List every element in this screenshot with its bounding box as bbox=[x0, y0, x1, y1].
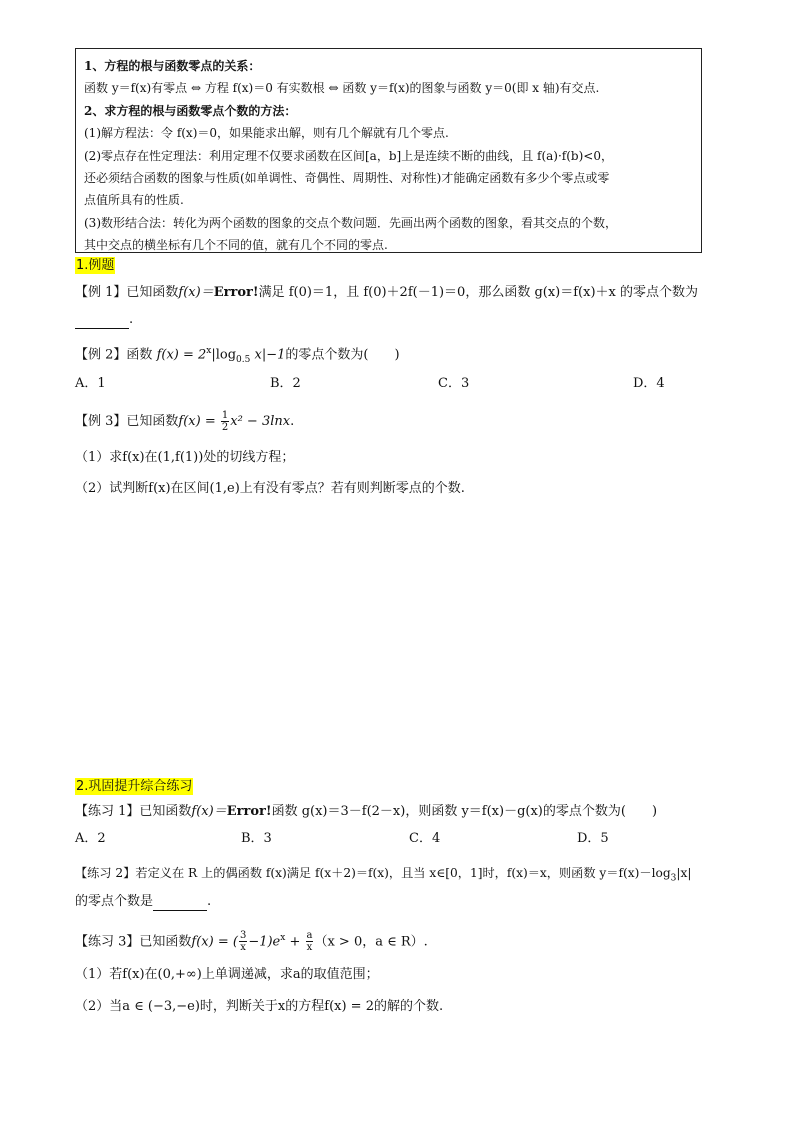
practice-3-question-1: （1）若f(x)在(0,+∞)上单调递减，求a的取值范围； bbox=[75, 967, 379, 982]
box-line-1: 函数 y＝f(x)有零点 ⇔ 方程 f(x)＝0 有实数根 ⇔ 函数 y＝f(x)的图象与函数 y＝0(即 x 轴)有交点. bbox=[84, 81, 600, 96]
practice-1-error: Error! bbox=[226, 804, 272, 819]
practice-3-sup: x bbox=[280, 933, 286, 943]
example-2-sub: 0.5 bbox=[236, 354, 251, 365]
box-line-5: 点值所具有的性质. bbox=[84, 193, 184, 208]
example-2 bbox=[75, 342, 400, 369]
option-b[interactable]: B．2 bbox=[270, 376, 301, 391]
option-d[interactable]: D．4 bbox=[633, 376, 665, 391]
practice-1-tag: 【练习 1】 bbox=[75, 804, 140, 819]
example-2-sup: x bbox=[206, 346, 212, 356]
option-c[interactable]: C．4 bbox=[409, 831, 441, 846]
fraction-a-over-x bbox=[306, 930, 314, 953]
example-3-end: . bbox=[290, 414, 295, 429]
practice-3-tag: 【练习 3】 bbox=[75, 934, 140, 950]
example-1-end: . bbox=[129, 312, 134, 327]
practice-1-text: 函数 g(x)＝3－f(2－x)，则函数 y＝f(x)－g(x)的零点个数为( ) bbox=[271, 804, 658, 819]
practice-2-tag: 【练习 2】 bbox=[75, 866, 136, 880]
practice-2-tail: |x| bbox=[676, 866, 692, 880]
practice-3-question-2: （2）当a ∈ (−3,−e)时，判断关于x的方程f(x) = 2的解的个数. bbox=[75, 999, 444, 1014]
example-1-text: 满足 f(0)＝1，且 f(0)＋2f(－1)＝0，那么函数 g(x)＝f(x)＋x 的零点个数为 bbox=[258, 285, 698, 300]
example-1-error: Error! bbox=[213, 285, 259, 300]
box-line-2: (1)解方程法：令 f(x)＝0，如果能求出解，则有几个解就有几个零点. bbox=[84, 126, 449, 141]
practice-3-formula-b: −1)e bbox=[248, 934, 281, 950]
option-a[interactable]: A．1 bbox=[75, 376, 106, 391]
example-2-pre: 函数 bbox=[126, 347, 153, 363]
fraction-3-over-x bbox=[239, 930, 247, 953]
practice-2 bbox=[75, 864, 691, 887]
practice-1-pre: 已知函数 bbox=[139, 804, 192, 819]
key-points-box bbox=[75, 48, 702, 253]
example-2-formula-c: x|−1 bbox=[250, 347, 286, 363]
example-3-formula-a: f(x) = bbox=[178, 414, 220, 429]
box-line-4: 还必须结合函数的图象与性质(如单调性、奇偶性、周期性、对称性)才能确定函数有多少个零点或零 bbox=[84, 171, 610, 186]
example-3-formula-b: x² − 3lnx bbox=[230, 414, 291, 429]
box-line-3: (2)零点存在性定理法：利用定理不仅要求函数在区间[a，b]上是连续不断的曲线，且 f(a)·f(b)<0， bbox=[84, 148, 613, 163]
fraction-numerator: 1 bbox=[221, 410, 229, 421]
practice-1 bbox=[75, 803, 657, 821]
fraction-denominator: x bbox=[240, 942, 246, 954]
answer-blank[interactable] bbox=[153, 896, 207, 911]
example-1-pre: 已知函数 bbox=[126, 285, 179, 300]
option-a[interactable]: A．2 bbox=[75, 831, 106, 846]
practice-2-text: 若定义在 R 上的偶函数 f(x)满足 f(x＋2)＝f(x)，且当 x∈[0，1]时，f(x)＝x，则函数 y＝f(x)－log bbox=[135, 866, 671, 880]
box-heading-1: 1、方程的根与函数零点的关系： bbox=[84, 59, 261, 73]
practice-2-line2-text: 的零点个数是 bbox=[75, 894, 154, 909]
box-line-7: 其中交点的横坐标有几个不同的值，就有几个不同的零点. bbox=[84, 238, 388, 253]
example-3-question-1: （1）求f(x)在(1,f(1))处的切线方程； bbox=[75, 450, 295, 465]
example-2-formula-b: |log bbox=[211, 347, 237, 363]
example-2-formula-a: f(x) = 2 bbox=[156, 347, 207, 363]
section-heading-practice: 2.巩固提升综合练习 bbox=[76, 779, 193, 794]
example-3 bbox=[75, 410, 294, 433]
example-2-post: 的零点个数为( ) bbox=[285, 347, 400, 363]
option-c[interactable]: C．3 bbox=[438, 376, 470, 391]
practice-1-fx: f(x)＝ bbox=[191, 804, 227, 819]
example-3-question-2: （2）试判断f(x)在区间(1,e)上有没有零点？若有则判断零点的个数. bbox=[75, 481, 465, 496]
fraction-numerator: a bbox=[306, 930, 313, 942]
practice-3-pre: 已知函数 bbox=[139, 934, 192, 950]
fraction-denominator: 2 bbox=[221, 422, 229, 433]
practice-3 bbox=[75, 929, 428, 953]
section-heading-examples: 1.例题 bbox=[76, 258, 115, 273]
example-1 bbox=[75, 284, 698, 302]
box-heading-2: 2、求方程的根与函数零点个数的方法： bbox=[84, 103, 297, 118]
fraction-numerator: 3 bbox=[239, 930, 247, 942]
practice-2-line-2 bbox=[75, 893, 211, 911]
fraction-one-half bbox=[221, 410, 229, 433]
practice-3-formula-a: f(x) = ( bbox=[191, 934, 238, 950]
fraction-denominator: x bbox=[306, 942, 313, 954]
practice-3-formula-d: （x > 0，a ∈ R）. bbox=[314, 934, 428, 950]
box-line-6: (3)数形结合法：转化为两个函数的图象的交点个数问题．先画出两个函数的图象，看其交点的个数， bbox=[84, 215, 618, 230]
example-1-answer-line bbox=[75, 311, 133, 329]
practice-2-end: . bbox=[207, 894, 212, 909]
practice-2-sub: 3 bbox=[670, 873, 677, 884]
answer-blank[interactable] bbox=[75, 314, 129, 329]
example-1-fx: f(x)＝ bbox=[178, 285, 214, 300]
option-d[interactable]: D．5 bbox=[577, 831, 609, 846]
option-b[interactable]: B．3 bbox=[241, 831, 272, 846]
example-1-tag: 【例 1】 bbox=[75, 285, 127, 300]
example-3-pre: 已知函数 bbox=[126, 414, 179, 429]
example-2-tag: 【例 2】 bbox=[75, 347, 127, 363]
practice-3-formula-c: + bbox=[285, 934, 305, 950]
example-3-tag: 【例 3】 bbox=[75, 414, 127, 429]
